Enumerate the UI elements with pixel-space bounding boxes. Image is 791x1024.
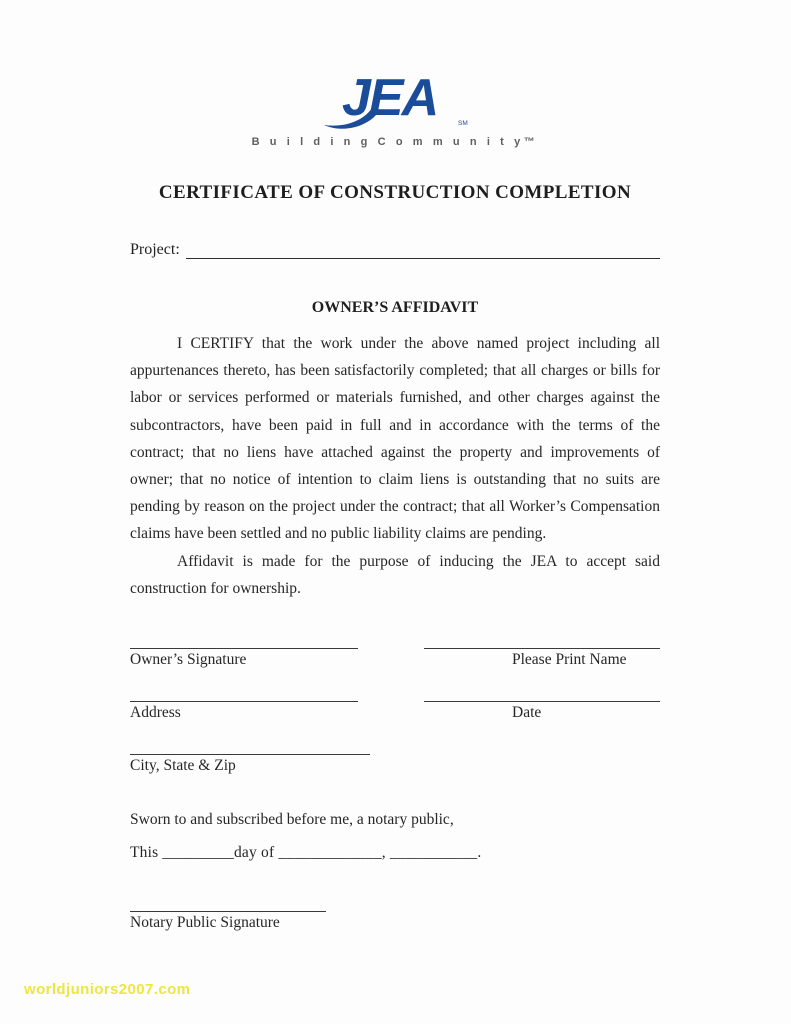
document-title: CERTIFICATE OF CONSTRUCTION COMPLETION	[158, 182, 632, 203]
affidavit-paragraph-1: I CERTIFY that the work under the above named project including all appurtenances thereto, has been satisfactorily completed; that all charges or bills for labor or services performed or materials furnished, and other charges against the subcontractors, have been paid in full and in accordance with the terms of the contract; that no liens have attached against the property and improvements of owner; that no notice of intention to claim liens is outstanding that no suits are pending by reason on the project under the contract; that all Worker’s Compensation claims have been settled and no public liability claims are pending.	[130, 335, 660, 543]
city-state-zip-label: City, State & Zip	[130, 757, 236, 775]
logo-wordmark: JEA	[342, 69, 438, 127]
print-name-label: Please Print Name	[512, 651, 627, 669]
owner-signature-field	[130, 648, 358, 671]
logo-sm-mark: SM	[458, 120, 468, 127]
notary-signature-field	[130, 911, 326, 934]
notary-signature-label: Notary Public Signature	[130, 914, 280, 932]
affidavit-heading: OWNER’S AFFIDAVIT	[311, 299, 479, 316]
logo-tagline: B u i l d i n g C o m m u n i t y™	[251, 136, 539, 148]
project-label: Project:	[130, 241, 180, 258]
project-blank-line	[186, 240, 660, 259]
address-label: Address	[130, 704, 181, 722]
owner-signature-label: Owner’s Signature	[130, 651, 247, 669]
affidavit-paragraph-2: Affidavit is made for the purpose of inducing the JEA to accept said construction for ownership.	[130, 552, 660, 597]
sworn-statement: Sworn to and subscribed before me, a notary public,	[130, 811, 454, 829]
jea-logo	[130, 0, 660, 148]
notary-date-line: This _________day of _____________, ___________.	[130, 844, 482, 862]
signature-row-3	[130, 754, 660, 777]
jea-logo-graphic	[320, 68, 470, 130]
print-name-field	[424, 648, 660, 671]
date-label: Date	[512, 704, 542, 722]
project-row	[130, 240, 660, 259]
city-state-zip-field	[130, 754, 370, 777]
date-field	[424, 701, 660, 724]
address-field	[130, 701, 358, 724]
signature-section	[130, 648, 660, 777]
signature-row-2	[130, 701, 660, 724]
watermark-text: worldjuniors2007.com	[24, 981, 191, 998]
signature-row-1	[130, 648, 660, 671]
